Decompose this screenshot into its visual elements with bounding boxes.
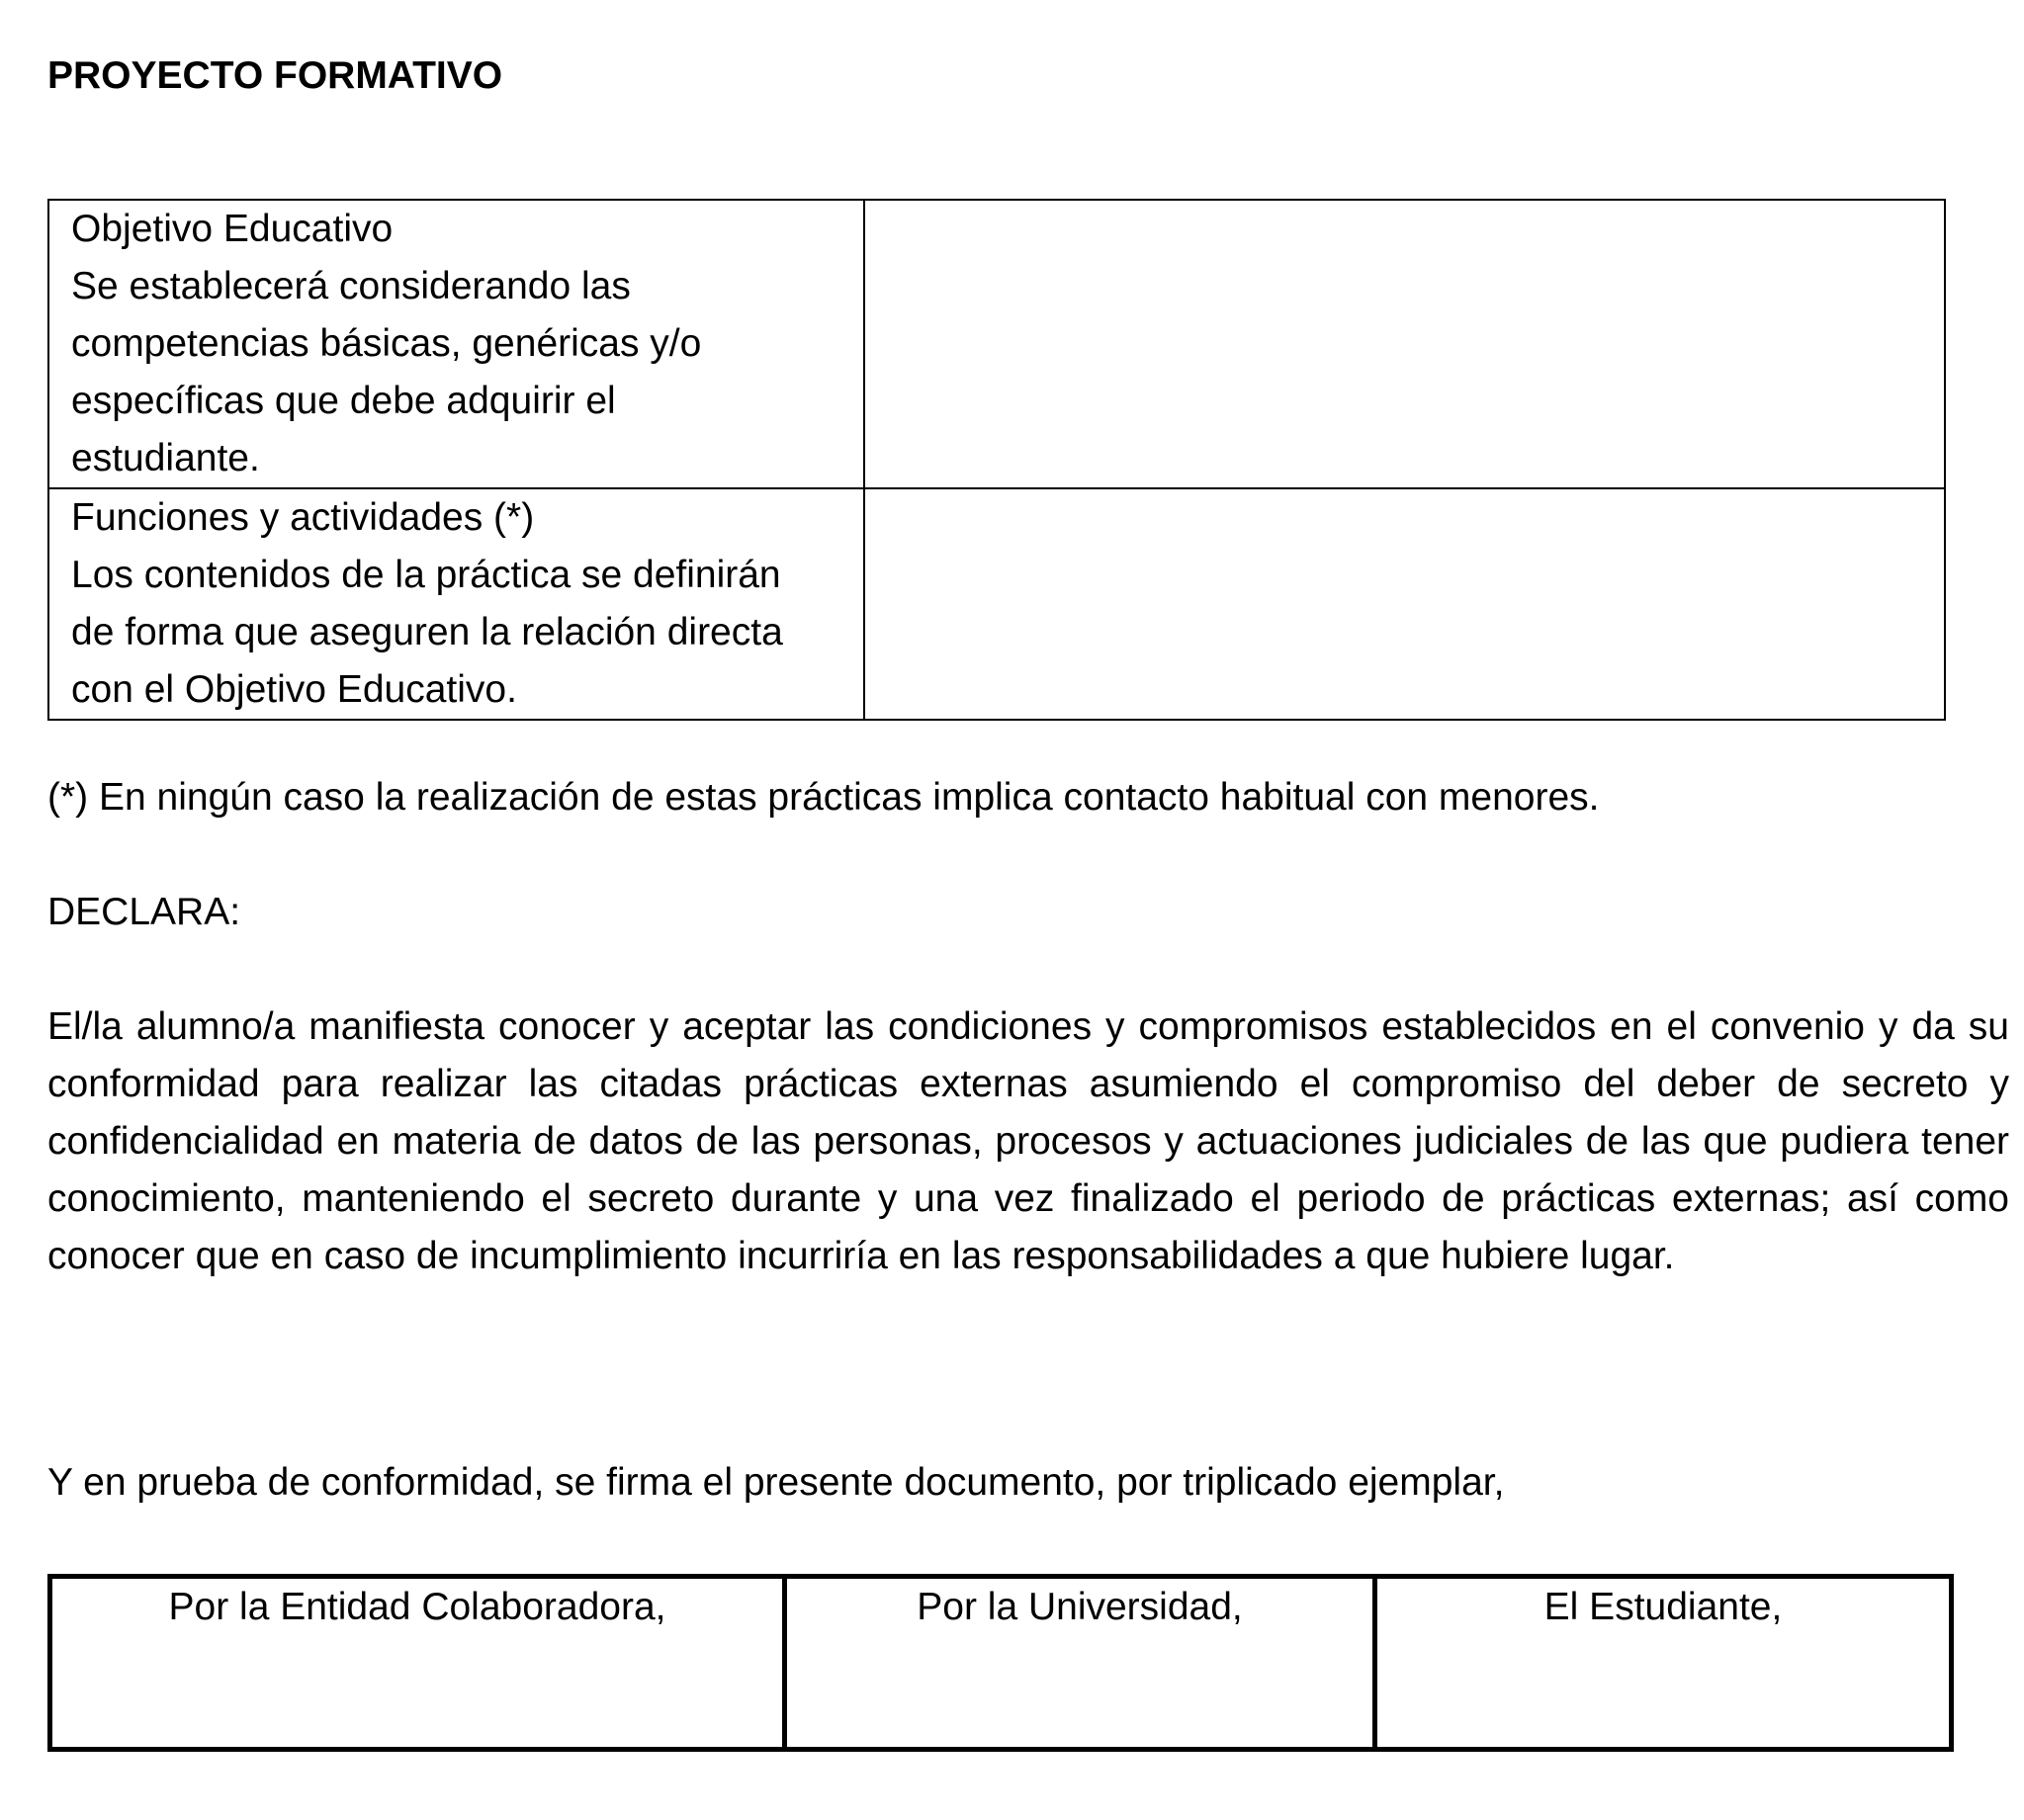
functions-activities-label-cell	[48, 488, 864, 720]
functions-activities-value-cell[interactable]	[864, 488, 1945, 720]
signature-box-entity[interactable]: Por la Entidad Colaboradora,	[50, 1577, 785, 1750]
educational-objective-description-line: específicas que debe adquirir el	[71, 380, 616, 422]
educational-objective-heading: Objetivo Educativo	[71, 208, 394, 250]
table-row	[48, 200, 1945, 488]
document-title: PROYECTO FORMATIVO	[47, 54, 503, 97]
educational-objective-label-cell	[48, 200, 864, 488]
declara-heading: DECLARA:	[47, 891, 241, 933]
table-row	[50, 1577, 1952, 1750]
training-project-table	[47, 199, 1946, 721]
functions-activities-description-line: Los contenidos de la práctica se definirán	[71, 554, 781, 596]
footnote: (*) En ningún caso la realización de estas prácticas implica contacto habitual con menores.	[47, 776, 1600, 819]
educational-objective-description-line: Se establecerá considerando las	[71, 265, 631, 307]
signature-box-university[interactable]: Por la Universidad,	[785, 1577, 1375, 1750]
signature-box-student[interactable]: El Estudiante,	[1375, 1577, 1952, 1750]
functions-activities-description-line: con el Objetivo Educativo.	[71, 668, 517, 711]
educational-objective-description-line: competencias básicas, genéricas y/o	[71, 322, 702, 365]
educational-objective-description-line: estudiante.	[71, 437, 260, 479]
conformity-statement: Y en prueba de conformidad, se firma el presente documento, por triplicado ejemplar,	[47, 1461, 1505, 1504]
functions-activities-description-line: de forma que aseguren la relación directa	[71, 611, 783, 653]
functions-activities-heading: Funciones y actividades (*)	[71, 496, 535, 539]
table-row	[48, 488, 1945, 720]
declaration-paragraph: El/la alumno/a manifiesta conocer y aceptar las condiciones y compromisos establecidos en el convenio y da su conformidad para realizar las citadas prácticas externas asumiendo el compromiso del deber de secreto y confidencialidad en materia de datos de las personas, procesos y actuaciones judiciales de las que pudiera tener conocimiento, manteniendo el secreto durante y una vez finalizado el periodo de prácticas externas; así como conocer que en caso de incumplimiento incurriría en las responsabilidades a que hubiere lugar.	[47, 1005, 2009, 1277]
educational-objective-value-cell[interactable]	[864, 200, 1945, 488]
signature-table	[47, 1574, 1954, 1752]
